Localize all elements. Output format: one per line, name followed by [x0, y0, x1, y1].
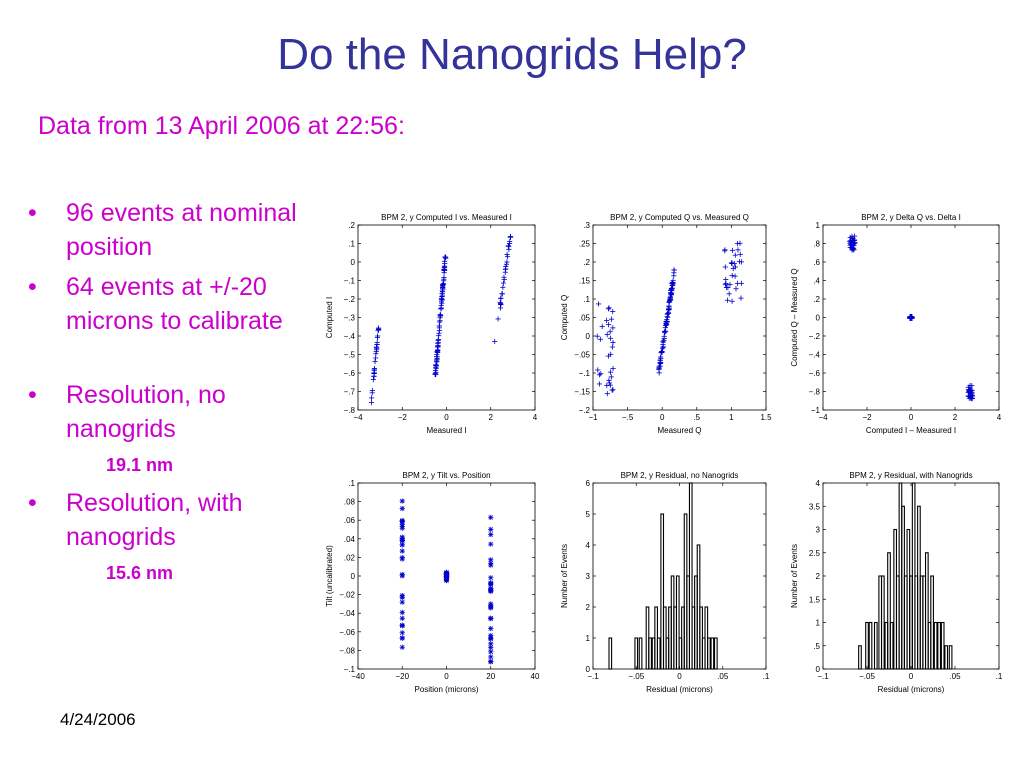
y-axis-label: Computed I: [325, 296, 334, 339]
data-point: [610, 387, 615, 392]
hist-bar: [890, 623, 893, 670]
data-point: [488, 542, 493, 547]
data-point: [503, 270, 508, 275]
data-point: [371, 377, 376, 382]
y-tick-label: .5: [813, 641, 820, 651]
data-point: [595, 367, 600, 372]
y-tick-label: 0: [585, 665, 590, 674]
x-axis-label: Residual (microns): [646, 685, 713, 694]
data-point: [662, 329, 667, 334]
x-tick-label: 4: [996, 413, 1002, 422]
y-axis-label: Computed Q: [560, 294, 569, 341]
x-axis-label: Measured Q: [657, 426, 702, 435]
data-point: [400, 645, 405, 650]
data-point: [400, 548, 405, 553]
y-tick-label: 0: [815, 313, 820, 323]
data-point: [606, 378, 611, 383]
x-tick-label: −.05: [859, 672, 875, 681]
y-tick-label: 1: [815, 618, 820, 628]
bullet-text: 96 events at nominal position: [66, 199, 297, 261]
y-tick-label: −.8: [808, 387, 820, 397]
x-tick-label: −2: [397, 413, 407, 422]
x-tick-label: 0: [677, 672, 682, 681]
data-point: [729, 261, 734, 266]
chart-title: BPM 2, y Delta Q vs. Delta I: [861, 213, 961, 222]
chart-3: [790, 213, 1002, 435]
y-tick-label: −.2: [578, 406, 590, 415]
data-point: [499, 291, 504, 296]
y-tick-label: 3: [815, 525, 820, 535]
y-axis-label: Computed Q – Measured Q: [790, 268, 799, 367]
x-tick-label: 0: [659, 413, 665, 422]
y-tick-label: −.2: [808, 332, 820, 341]
data-point: [400, 595, 405, 600]
data-point: [727, 291, 732, 296]
data-point: [438, 306, 443, 311]
y-tick-label: −.4: [808, 350, 820, 360]
data-point: [610, 309, 615, 314]
y-tick-label: 0: [350, 258, 355, 267]
x-tick-label: 1: [729, 413, 734, 422]
hist-bar: [875, 623, 878, 670]
x-tick-label: 4: [532, 413, 538, 422]
y-tick-label: 3.5: [808, 502, 820, 512]
y-tick-label: −.3: [343, 313, 355, 323]
chart-title: BPM 2, y Residual, no Nanogrids: [620, 471, 739, 480]
y-tick-label: −.05: [574, 350, 590, 360]
y-tick-label: .8: [813, 239, 820, 249]
y-tick-label: −.04: [339, 609, 355, 619]
data-point: [908, 315, 913, 320]
hist-bar: [931, 576, 934, 669]
data-point: [375, 328, 380, 333]
data-point: [400, 572, 405, 577]
data-point: [730, 273, 735, 278]
chart-title: BPM 2, y Computed Q vs. Measured Q: [610, 213, 749, 222]
data-point: [488, 589, 493, 594]
data-point: [488, 616, 493, 621]
data-point: [600, 324, 605, 329]
data-point: [488, 582, 493, 587]
x-tick-label: −4: [818, 413, 828, 422]
y-tick-label: −.6: [343, 369, 355, 378]
y-axis-label: Number of Events: [560, 543, 569, 609]
y-tick-label: .6: [813, 258, 820, 267]
x-tick-label: −20: [395, 672, 410, 681]
data-point: [595, 334, 600, 339]
hist-bar: [882, 576, 885, 669]
data-point: [608, 336, 613, 341]
data-point: [400, 600, 405, 605]
data-point: [488, 626, 493, 631]
data-point: [606, 305, 611, 310]
data-point: [495, 316, 500, 321]
y-tick-label: −.15: [574, 387, 590, 397]
chart-2: [560, 213, 772, 435]
x-tick-label: 0: [908, 413, 914, 422]
data-point: [610, 344, 615, 349]
data-point: [663, 325, 668, 330]
data-point: [666, 307, 671, 312]
footer-date: 4/24/2006: [60, 710, 136, 729]
data-point: [400, 635, 405, 640]
data-point: [488, 527, 493, 532]
hist-bar: [949, 646, 952, 669]
data-point: [607, 380, 612, 385]
y-tick-label: 1.5: [808, 595, 820, 605]
data-point: [729, 299, 734, 304]
data-point: [400, 623, 405, 628]
y-tick-label: −.08: [339, 646, 355, 656]
x-tick-label: −.1: [587, 672, 599, 681]
y-tick-label: .04: [343, 534, 355, 544]
resolution-value: 19.1 nm: [106, 455, 174, 475]
x-tick-label: −40: [351, 672, 365, 681]
y-tick-label: 6: [585, 479, 590, 488]
hist-bar: [859, 646, 862, 669]
x-tick-label: −2: [862, 413, 872, 422]
data-point: [597, 372, 602, 377]
data-point: [501, 280, 506, 285]
data-point: [608, 383, 613, 388]
y-tick-label: .02: [343, 553, 355, 563]
x-tick-label: .1: [762, 672, 770, 681]
data-point: [605, 332, 610, 337]
y-tick-label: −.1: [343, 665, 355, 674]
hist-bar: [609, 638, 612, 669]
x-tick-label: 40: [530, 672, 540, 681]
data-point: [610, 366, 615, 371]
chart-1: [325, 213, 538, 435]
data-point: [370, 388, 375, 393]
y-tick-label: −.2: [343, 295, 355, 304]
data-point: [503, 264, 508, 269]
data-point: [671, 267, 676, 272]
hist-bar: [649, 638, 652, 669]
y-tick-label: 3: [585, 572, 590, 581]
y-tick-label: −.1: [578, 369, 590, 378]
data-point: [508, 235, 513, 240]
hist-bar: [941, 623, 944, 670]
data-point: [609, 374, 614, 379]
data-point: [723, 282, 728, 287]
y-tick-label: .1: [348, 239, 355, 249]
x-tick-label: −.5: [621, 413, 634, 422]
data-point: [738, 296, 743, 301]
data-point: [505, 254, 510, 259]
slide-title: Do the Nanogrids Help?: [277, 30, 747, 79]
data-point: [733, 286, 738, 291]
data-point: [371, 374, 376, 379]
data-point: [725, 298, 730, 303]
data-point: [488, 654, 493, 659]
y-tick-label: .2: [348, 221, 355, 230]
data-point: [730, 248, 735, 253]
data-point: [660, 339, 665, 344]
chart-title: BPM 2, y Tilt vs. Position: [402, 471, 491, 480]
hist-bar: [639, 638, 642, 669]
y-tick-label: .1: [583, 295, 590, 304]
data-point: [372, 359, 377, 364]
y-tick-label: 4: [815, 479, 820, 488]
hist-bar: [635, 638, 638, 669]
data-point: [444, 574, 449, 579]
data-point: [596, 301, 601, 306]
y-tick-label: −.8: [343, 406, 355, 415]
y-tick-label: −.1: [343, 276, 355, 286]
bullet-dot-icon: •: [28, 489, 37, 517]
x-tick-label: .1: [995, 672, 1003, 681]
data-point: [598, 337, 603, 342]
y-tick-label: −.06: [339, 627, 355, 637]
data-point: [723, 264, 728, 269]
x-tick-label: −.05: [628, 672, 645, 681]
chart-title: BPM 2, y Residual, with Nanogrids: [849, 471, 973, 480]
data-point: [400, 506, 405, 511]
slide-subtitle: Data from 13 April 2006 at 22:56:: [38, 112, 405, 140]
data-point: [436, 331, 441, 336]
data-point: [488, 659, 493, 664]
data-point: [400, 616, 405, 621]
x-tick-label: .05: [949, 672, 961, 681]
data-point: [400, 519, 405, 524]
y-tick-label: −.4: [343, 332, 355, 341]
x-tick-label: −.1: [817, 672, 829, 681]
y-tick-label: .15: [578, 276, 590, 286]
hist-bar: [708, 638, 711, 669]
data-point: [609, 317, 614, 322]
x-axis-label: Position (microns): [414, 685, 479, 694]
x-tick-label: .5: [693, 413, 701, 422]
y-tick-label: −.5: [343, 350, 355, 360]
data-point: [488, 645, 493, 650]
chart-title: BPM 2, y Computed I vs. Measured I: [381, 213, 512, 222]
y-tick-label: 0: [585, 332, 590, 341]
data-point: [598, 371, 603, 376]
chart-5: [560, 471, 770, 694]
y-tick-label: 0: [350, 572, 355, 581]
data-point: [400, 498, 405, 503]
data-point: [400, 555, 405, 560]
bullet-text: Resolution, no nanogrids: [66, 381, 226, 443]
y-tick-label: −.7: [343, 387, 355, 397]
chart-4: [325, 471, 540, 694]
y-tick-label: .25: [578, 239, 590, 249]
data-point: [488, 635, 493, 640]
y-tick-label: 0: [815, 665, 820, 674]
data-point: [488, 603, 493, 608]
y-tick-label: −1: [810, 406, 820, 415]
bullet-dot-icon: •: [28, 273, 37, 301]
data-point: [608, 329, 613, 334]
y-tick-label: .08: [343, 497, 355, 507]
x-tick-label: 1.5: [760, 413, 772, 422]
y-tick-label: 1: [585, 634, 590, 643]
data-point: [733, 274, 738, 279]
hist-bar: [869, 623, 872, 670]
data-point: [400, 610, 405, 615]
x-axis-label: Computed I – Measured I: [865, 426, 957, 435]
hist-bar: [866, 623, 869, 670]
data-point: [442, 255, 447, 260]
data-point: [608, 370, 613, 375]
y-tick-label: 5: [585, 510, 590, 519]
y-tick-label: −.02: [339, 590, 355, 600]
plot-frame: [358, 225, 535, 410]
x-tick-label: 2: [488, 413, 493, 422]
data-point: [488, 575, 493, 580]
x-tick-label: −1: [588, 413, 598, 422]
data-point: [373, 351, 378, 356]
y-tick-label: .05: [578, 313, 590, 323]
bullet-text: 64 events at +/-20 microns to calibrate: [66, 273, 283, 335]
data-point: [733, 253, 738, 258]
x-tick-label: 2: [952, 413, 958, 422]
data-point: [610, 325, 615, 330]
y-tick-label: .2: [583, 258, 590, 267]
data-point: [597, 381, 602, 386]
bullet-text: Resolution, with nanogrids: [66, 489, 243, 551]
data-point: [735, 241, 740, 246]
chart-6: [790, 471, 1003, 694]
data-point: [604, 383, 609, 388]
data-point: [400, 538, 405, 543]
x-tick-label: .05: [717, 672, 729, 681]
hist-bar: [934, 623, 937, 670]
data-point: [369, 400, 374, 405]
hist-bar: [945, 646, 948, 669]
y-axis-label: Number of Events: [790, 543, 799, 609]
x-axis-label: Residual (microns): [877, 685, 945, 694]
data-point: [369, 395, 374, 400]
y-tick-label: 2: [815, 572, 820, 581]
data-point: [737, 241, 742, 246]
x-tick-label: 0: [444, 672, 449, 681]
x-tick-label: 0: [444, 413, 449, 422]
data-point: [488, 532, 493, 537]
data-point: [400, 542, 405, 547]
data-point: [735, 281, 740, 286]
hist-bar: [657, 638, 660, 669]
y-tick-label: −.6: [808, 369, 820, 378]
data-point: [500, 285, 505, 290]
data-point: [610, 340, 615, 345]
y-tick-label: 2.5: [808, 548, 820, 558]
y-tick-label: 1: [815, 221, 820, 230]
hist-bar: [711, 638, 714, 669]
y-tick-label: 4: [585, 541, 590, 550]
y-tick-label: .3: [583, 221, 590, 230]
data-point: [738, 252, 743, 257]
y-tick-label: .4: [813, 276, 820, 286]
data-point: [722, 248, 727, 253]
data-point: [656, 366, 661, 371]
data-point: [504, 252, 509, 257]
data-point: [438, 312, 443, 317]
data-point: [605, 391, 610, 396]
y-tick-label: 2: [585, 603, 590, 612]
data-point: [492, 339, 497, 344]
data-point: [504, 262, 509, 267]
data-point: [498, 305, 503, 310]
data-point: [501, 275, 506, 280]
data-point: [735, 247, 740, 252]
resolution-value: 15.6 nm: [106, 563, 174, 583]
data-point: [488, 515, 493, 520]
y-tick-label: .1: [348, 479, 355, 488]
data-point: [400, 526, 405, 531]
data-point: [606, 306, 611, 311]
x-tick-label: 20: [486, 672, 496, 681]
bullet-dot-icon: •: [28, 381, 37, 409]
hist-bar: [938, 623, 941, 670]
data-point: [723, 277, 728, 282]
hist-bar: [715, 638, 718, 669]
x-axis-label: Measured I: [426, 426, 467, 435]
x-tick-label: −4: [353, 413, 363, 422]
data-point: [488, 561, 493, 566]
bullet-dot-icon: •: [28, 199, 37, 227]
data-point: [400, 630, 405, 635]
y-axis-label: Tilt (uncalibrated): [325, 545, 334, 607]
y-tick-label: .2: [813, 295, 820, 304]
data-point: [441, 282, 446, 287]
data-point: [504, 259, 509, 264]
x-tick-label: 0: [908, 672, 914, 681]
y-tick-label: .06: [343, 516, 355, 526]
